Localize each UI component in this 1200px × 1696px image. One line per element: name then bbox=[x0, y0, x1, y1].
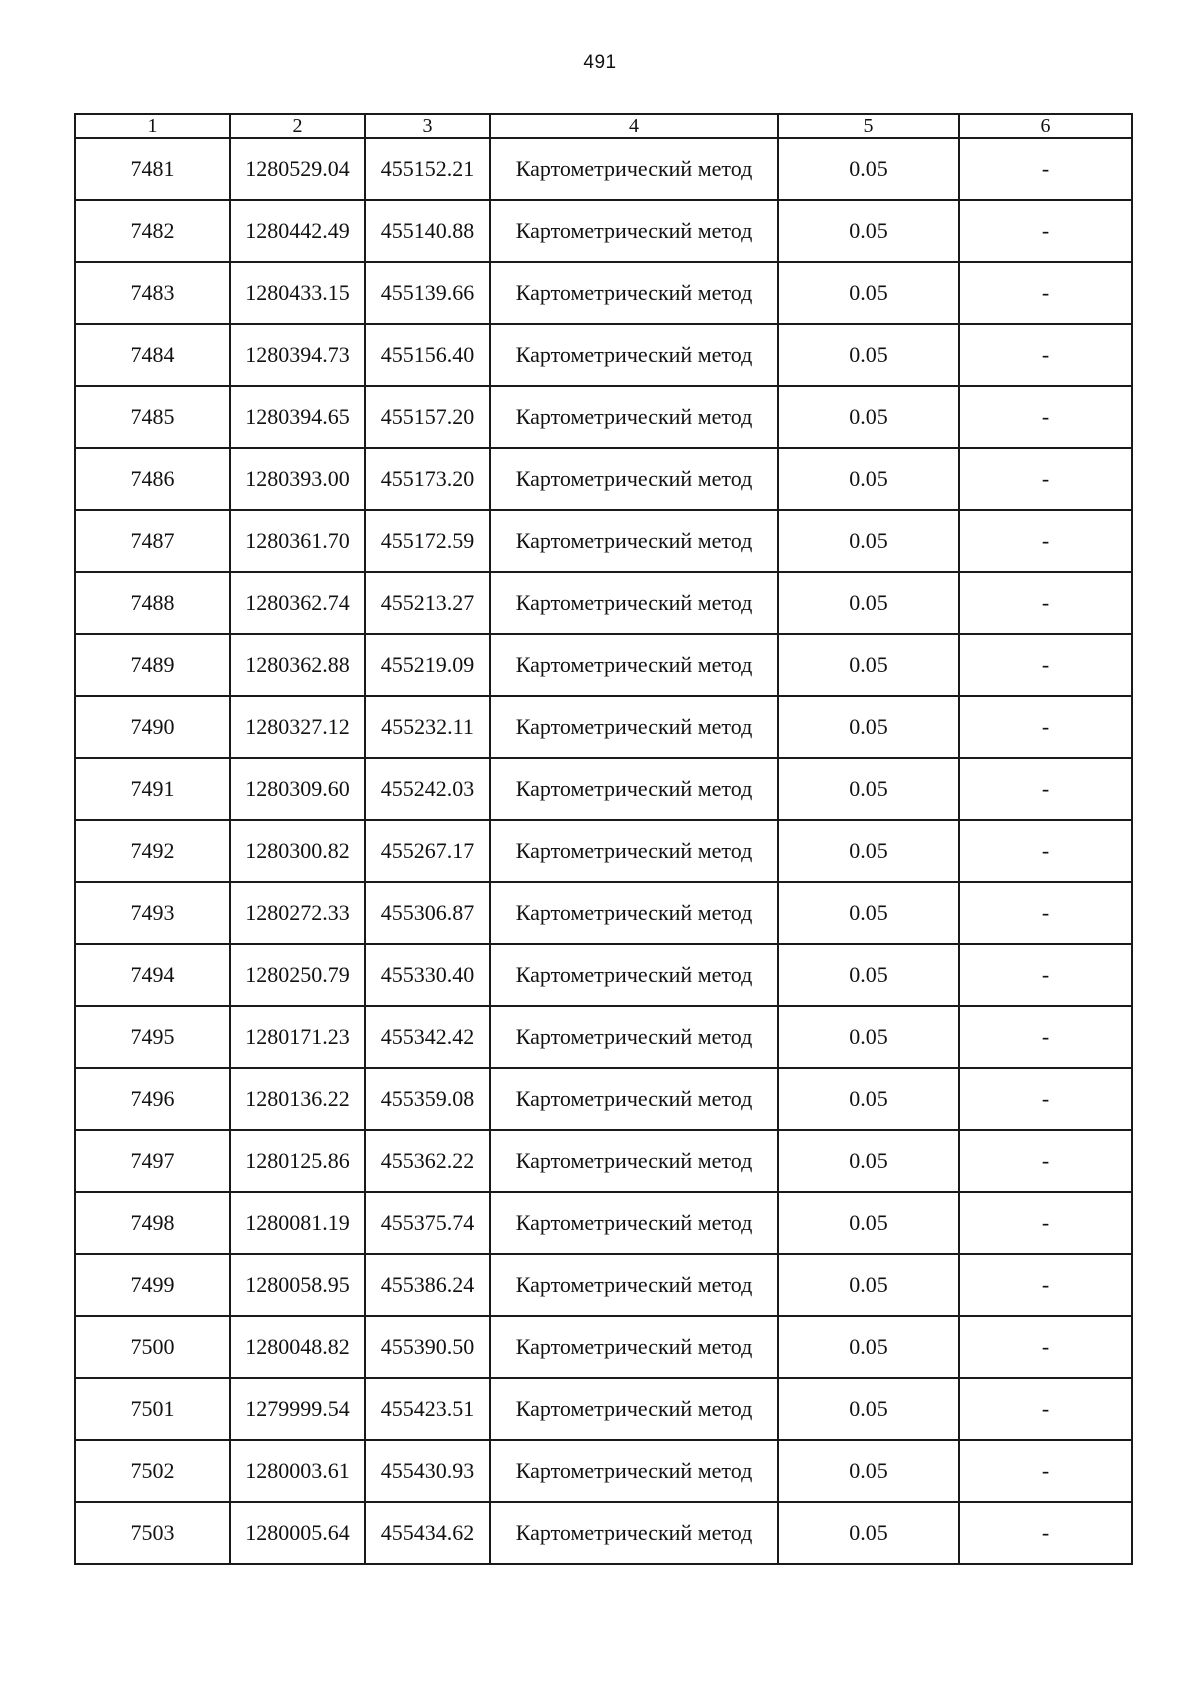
note-cell: - bbox=[959, 1440, 1132, 1502]
accuracy-cell: 0.05 bbox=[778, 1254, 959, 1316]
table-row bbox=[75, 1440, 1132, 1502]
note-cell: - bbox=[959, 200, 1132, 262]
accuracy-cell: 0.05 bbox=[778, 1440, 959, 1502]
method-cell: Картометрический метод bbox=[490, 510, 778, 572]
point-number-cell: 7502 bbox=[75, 1440, 230, 1502]
y-coordinate-cell: 455173.20 bbox=[365, 448, 490, 510]
note-cell: - bbox=[959, 1130, 1132, 1192]
point-number-cell: 7486 bbox=[75, 448, 230, 510]
accuracy-cell: 0.05 bbox=[778, 510, 959, 572]
table-row bbox=[75, 1192, 1132, 1254]
x-coordinate-cell: 1280136.22 bbox=[230, 1068, 365, 1130]
y-coordinate-cell: 455156.40 bbox=[365, 324, 490, 386]
x-coordinate-cell: 1280171.23 bbox=[230, 1006, 365, 1068]
x-coordinate-cell: 1280529.04 bbox=[230, 138, 365, 200]
note-cell: - bbox=[959, 696, 1132, 758]
column-header: 1 bbox=[75, 114, 230, 138]
column-header: 4 bbox=[490, 114, 778, 138]
x-coordinate-cell: 1280300.82 bbox=[230, 820, 365, 882]
table-row bbox=[75, 138, 1132, 200]
column-header: 2 bbox=[230, 114, 365, 138]
x-coordinate-cell: 1280003.61 bbox=[230, 1440, 365, 1502]
method-cell: Картометрический метод bbox=[490, 1130, 778, 1192]
y-coordinate-cell: 455386.24 bbox=[365, 1254, 490, 1316]
accuracy-cell: 0.05 bbox=[778, 882, 959, 944]
table-row bbox=[75, 944, 1132, 1006]
note-cell: - bbox=[959, 1254, 1132, 1316]
table-row bbox=[75, 200, 1132, 262]
method-cell: Картометрический метод bbox=[490, 138, 778, 200]
method-cell: Картометрический метод bbox=[490, 1006, 778, 1068]
note-cell: - bbox=[959, 262, 1132, 324]
y-coordinate-cell: 455172.59 bbox=[365, 510, 490, 572]
coordinates-table bbox=[74, 113, 1133, 1565]
y-coordinate-cell: 455267.17 bbox=[365, 820, 490, 882]
table-row bbox=[75, 324, 1132, 386]
method-cell: Картометрический метод bbox=[490, 324, 778, 386]
accuracy-cell: 0.05 bbox=[778, 1192, 959, 1254]
point-number-cell: 7482 bbox=[75, 200, 230, 262]
point-number-cell: 7494 bbox=[75, 944, 230, 1006]
x-coordinate-cell: 1280394.65 bbox=[230, 386, 365, 448]
x-coordinate-cell: 1280058.95 bbox=[230, 1254, 365, 1316]
table-row bbox=[75, 1316, 1132, 1378]
accuracy-cell: 0.05 bbox=[778, 634, 959, 696]
y-coordinate-cell: 455390.50 bbox=[365, 1316, 490, 1378]
y-coordinate-cell: 455219.09 bbox=[365, 634, 490, 696]
note-cell: - bbox=[959, 510, 1132, 572]
y-coordinate-cell: 455213.27 bbox=[365, 572, 490, 634]
accuracy-cell: 0.05 bbox=[778, 200, 959, 262]
point-number-cell: 7503 bbox=[75, 1502, 230, 1564]
table-row bbox=[75, 1254, 1132, 1316]
point-number-cell: 7497 bbox=[75, 1130, 230, 1192]
point-number-cell: 7491 bbox=[75, 758, 230, 820]
x-coordinate-cell: 1280081.19 bbox=[230, 1192, 365, 1254]
x-coordinate-cell: 1280362.88 bbox=[230, 634, 365, 696]
table-row bbox=[75, 758, 1132, 820]
x-coordinate-cell: 1280005.64 bbox=[230, 1502, 365, 1564]
y-coordinate-cell: 455362.22 bbox=[365, 1130, 490, 1192]
accuracy-cell: 0.05 bbox=[778, 448, 959, 510]
y-coordinate-cell: 455306.87 bbox=[365, 882, 490, 944]
note-cell: - bbox=[959, 1192, 1132, 1254]
column-header: 3 bbox=[365, 114, 490, 138]
note-cell: - bbox=[959, 1316, 1132, 1378]
point-number-cell: 7493 bbox=[75, 882, 230, 944]
method-cell: Картометрический метод bbox=[490, 262, 778, 324]
header-row bbox=[75, 114, 1132, 138]
note-cell: - bbox=[959, 1068, 1132, 1130]
note-cell: - bbox=[959, 882, 1132, 944]
note-cell: - bbox=[959, 572, 1132, 634]
method-cell: Картометрический метод bbox=[490, 448, 778, 510]
table-header bbox=[75, 114, 1132, 138]
y-coordinate-cell: 455342.42 bbox=[365, 1006, 490, 1068]
table-row bbox=[75, 262, 1132, 324]
y-coordinate-cell: 455423.51 bbox=[365, 1378, 490, 1440]
table-row bbox=[75, 1068, 1132, 1130]
x-coordinate-cell: 1280309.60 bbox=[230, 758, 365, 820]
column-header: 5 bbox=[778, 114, 959, 138]
accuracy-cell: 0.05 bbox=[778, 1502, 959, 1564]
table-body bbox=[75, 138, 1132, 1564]
accuracy-cell: 0.05 bbox=[778, 138, 959, 200]
y-coordinate-cell: 455430.93 bbox=[365, 1440, 490, 1502]
point-number-cell: 7495 bbox=[75, 1006, 230, 1068]
note-cell: - bbox=[959, 820, 1132, 882]
point-number-cell: 7484 bbox=[75, 324, 230, 386]
table-row bbox=[75, 1378, 1132, 1440]
x-coordinate-cell: 1280393.00 bbox=[230, 448, 365, 510]
x-coordinate-cell: 1280394.73 bbox=[230, 324, 365, 386]
point-number-cell: 7501 bbox=[75, 1378, 230, 1440]
accuracy-cell: 0.05 bbox=[778, 262, 959, 324]
table-row bbox=[75, 386, 1132, 448]
point-number-cell: 7498 bbox=[75, 1192, 230, 1254]
method-cell: Картометрический метод bbox=[490, 820, 778, 882]
x-coordinate-cell: 1280327.12 bbox=[230, 696, 365, 758]
x-coordinate-cell: 1280250.79 bbox=[230, 944, 365, 1006]
x-coordinate-cell: 1280048.82 bbox=[230, 1316, 365, 1378]
accuracy-cell: 0.05 bbox=[778, 386, 959, 448]
method-cell: Картометрический метод bbox=[490, 386, 778, 448]
table-row bbox=[75, 1502, 1132, 1564]
point-number-cell: 7487 bbox=[75, 510, 230, 572]
y-coordinate-cell: 455139.66 bbox=[365, 262, 490, 324]
y-coordinate-cell: 455434.62 bbox=[365, 1502, 490, 1564]
x-coordinate-cell: 1280433.15 bbox=[230, 262, 365, 324]
point-number-cell: 7499 bbox=[75, 1254, 230, 1316]
point-number-cell: 7481 bbox=[75, 138, 230, 200]
x-coordinate-cell: 1280362.74 bbox=[230, 572, 365, 634]
point-number-cell: 7496 bbox=[75, 1068, 230, 1130]
y-coordinate-cell: 455375.74 bbox=[365, 1192, 490, 1254]
method-cell: Картометрический метод bbox=[490, 1316, 778, 1378]
method-cell: Картометрический метод bbox=[490, 696, 778, 758]
note-cell: - bbox=[959, 1378, 1132, 1440]
point-number-cell: 7490 bbox=[75, 696, 230, 758]
method-cell: Картометрический метод bbox=[490, 882, 778, 944]
note-cell: - bbox=[959, 944, 1132, 1006]
table-row bbox=[75, 696, 1132, 758]
method-cell: Картометрический метод bbox=[490, 1440, 778, 1502]
y-coordinate-cell: 455359.08 bbox=[365, 1068, 490, 1130]
page-number: 491 bbox=[583, 52, 617, 73]
accuracy-cell: 0.05 bbox=[778, 1378, 959, 1440]
table-row bbox=[75, 510, 1132, 572]
note-cell: - bbox=[959, 448, 1132, 510]
accuracy-cell: 0.05 bbox=[778, 1068, 959, 1130]
note-cell: - bbox=[959, 758, 1132, 820]
point-number-cell: 7488 bbox=[75, 572, 230, 634]
y-coordinate-cell: 455242.03 bbox=[365, 758, 490, 820]
note-cell: - bbox=[959, 1006, 1132, 1068]
x-coordinate-cell: 1279999.54 bbox=[230, 1378, 365, 1440]
method-cell: Картометрический метод bbox=[490, 572, 778, 634]
table-row bbox=[75, 1006, 1132, 1068]
point-number-cell: 7489 bbox=[75, 634, 230, 696]
y-coordinate-cell: 455330.40 bbox=[365, 944, 490, 1006]
table-row bbox=[75, 820, 1132, 882]
point-number-cell: 7500 bbox=[75, 1316, 230, 1378]
x-coordinate-cell: 1280361.70 bbox=[230, 510, 365, 572]
method-cell: Картометрический метод bbox=[490, 944, 778, 1006]
accuracy-cell: 0.05 bbox=[778, 324, 959, 386]
note-cell: - bbox=[959, 324, 1132, 386]
method-cell: Картометрический метод bbox=[490, 1192, 778, 1254]
table-row bbox=[75, 1130, 1132, 1192]
x-coordinate-cell: 1280125.86 bbox=[230, 1130, 365, 1192]
accuracy-cell: 0.05 bbox=[778, 1130, 959, 1192]
y-coordinate-cell: 455152.21 bbox=[365, 138, 490, 200]
column-header: 6 bbox=[959, 114, 1132, 138]
note-cell: - bbox=[959, 386, 1132, 448]
method-cell: Картометрический метод bbox=[490, 1068, 778, 1130]
method-cell: Картометрический метод bbox=[490, 634, 778, 696]
y-coordinate-cell: 455157.20 bbox=[365, 386, 490, 448]
method-cell: Картометрический метод bbox=[490, 758, 778, 820]
point-number-cell: 7492 bbox=[75, 820, 230, 882]
note-cell: - bbox=[959, 1502, 1132, 1564]
accuracy-cell: 0.05 bbox=[778, 696, 959, 758]
x-coordinate-cell: 1280272.33 bbox=[230, 882, 365, 944]
table-row bbox=[75, 572, 1132, 634]
method-cell: Картометрический метод bbox=[490, 1378, 778, 1440]
accuracy-cell: 0.05 bbox=[778, 1006, 959, 1068]
point-number-cell: 7485 bbox=[75, 386, 230, 448]
accuracy-cell: 0.05 bbox=[778, 820, 959, 882]
table-row bbox=[75, 448, 1132, 510]
note-cell: - bbox=[959, 634, 1132, 696]
table-row bbox=[75, 634, 1132, 696]
x-coordinate-cell: 1280442.49 bbox=[230, 200, 365, 262]
y-coordinate-cell: 455140.88 bbox=[365, 200, 490, 262]
accuracy-cell: 0.05 bbox=[778, 1316, 959, 1378]
method-cell: Картометрический метод bbox=[490, 1254, 778, 1316]
note-cell: - bbox=[959, 138, 1132, 200]
y-coordinate-cell: 455232.11 bbox=[365, 696, 490, 758]
table-row bbox=[75, 882, 1132, 944]
accuracy-cell: 0.05 bbox=[778, 758, 959, 820]
method-cell: Картометрический метод bbox=[490, 200, 778, 262]
accuracy-cell: 0.05 bbox=[778, 572, 959, 634]
method-cell: Картометрический метод bbox=[490, 1502, 778, 1564]
point-number-cell: 7483 bbox=[75, 262, 230, 324]
accuracy-cell: 0.05 bbox=[778, 944, 959, 1006]
